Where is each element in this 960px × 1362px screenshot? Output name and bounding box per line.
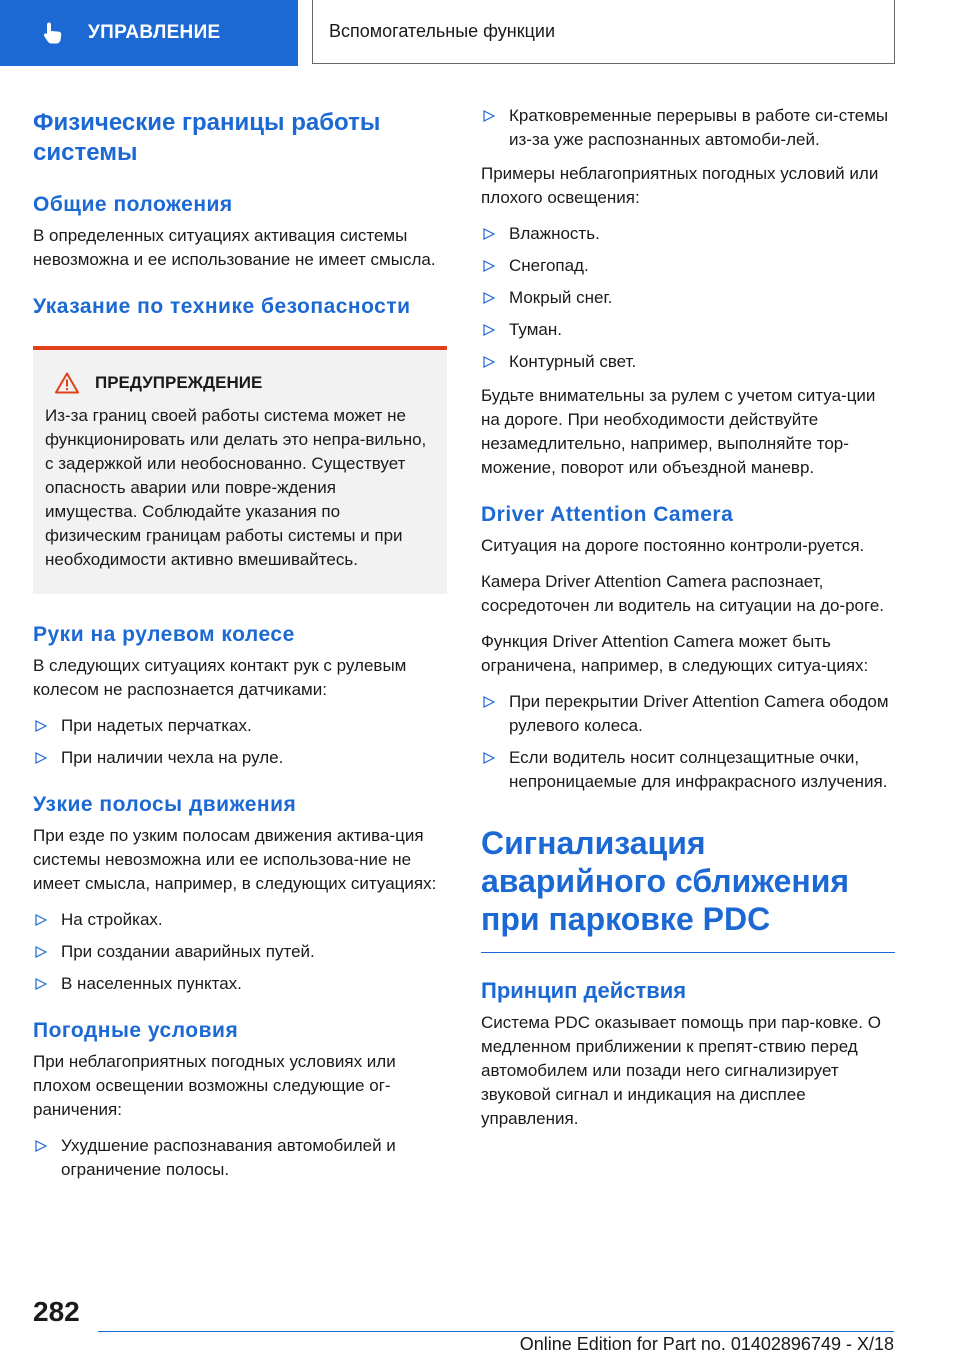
lanes-heading: Узкие полосы движения — [33, 793, 297, 816]
list-item — [481, 350, 895, 374]
hands-text: В следующих ситуациях контакт рук с рулевым колесом не распознается датчиками: — [33, 656, 407, 699]
list-triangle-icon — [35, 946, 47, 958]
general-heading: Общие положения — [33, 193, 233, 216]
left-column — [33, 100, 447, 1192]
list-item-text: На стройках. — [61, 910, 163, 929]
pointing-hand-icon — [40, 20, 66, 46]
header-section-tab — [0, 0, 298, 66]
list-item — [33, 972, 447, 996]
camera-heading: Driver Attention Camera — [481, 503, 734, 526]
list-triangle-icon — [483, 696, 495, 708]
list-item — [481, 318, 895, 342]
list-item — [33, 746, 447, 770]
list-item-text: При надетых перчатках. — [61, 716, 252, 735]
list-item-text: Мокрый снег. — [509, 288, 613, 307]
safety-heading: Указание по технике безопасности — [33, 295, 411, 318]
lanes-text: При езде по узким полосам движения актива-ция системы невозможна или ее использова-ние не имеет смысла, например, в следующих ситуациях: — [33, 826, 437, 893]
page-number: 282 — [33, 1296, 80, 1327]
camera-text-1: Ситуация на дороге постоянно контроли-руется. — [481, 536, 865, 555]
weather-text: При неблагоприятных погодных условиях или плохом освещении возможны следующие ог-раничения: — [33, 1052, 396, 1119]
list-item — [33, 714, 447, 738]
list-item-text: Туман. — [509, 320, 562, 339]
footer-divider — [98, 1331, 894, 1332]
attention-text: Будьте внимательны за рулем с учетом ситуа-ции на дороге. При необходимости действуйте незамедлительно, например, выполняйте тор-можение, поворот или объездной маневр. — [481, 386, 876, 477]
list-item-text: Если водитель носит солнцезащитные очки, непроницаемые для инфракрасного излучения. — [509, 748, 888, 791]
list-item-text: Влажность. — [509, 224, 600, 243]
list-triangle-icon — [483, 260, 495, 272]
list-triangle-icon — [483, 292, 495, 304]
section-title: УПРАВЛЕНИЕ — [88, 22, 221, 43]
weather-list-continued — [481, 104, 895, 152]
list-item-text: В населенных пунктах. — [61, 974, 242, 993]
chapter-header — [312, 0, 895, 64]
list-item — [481, 104, 895, 152]
camera-list — [481, 690, 895, 794]
list-item-text: При перекрытии Driver Attention Camera ободом рулевого колеса. — [509, 692, 889, 735]
list-item-text: При наличии чехла на руле. — [61, 748, 284, 767]
list-triangle-icon — [483, 110, 495, 122]
list-item — [481, 690, 895, 738]
list-item-text: Ухудшение распознавания автомобилей и ограничение полосы. — [61, 1136, 396, 1179]
list-item — [33, 908, 447, 932]
list-item — [481, 254, 895, 278]
pdc-heading: Сигнализация аварийного сближения при парковке PDC — [481, 825, 850, 937]
chapter-title: Вспомогательные функции — [329, 21, 556, 41]
list-triangle-icon — [483, 752, 495, 764]
main-heading: Физические границы работы системы — [33, 109, 381, 166]
list-triangle-icon — [483, 324, 495, 336]
camera-text-2: Камера Driver Attention Camera распознает, сосредоточен ли водитель на ситуации на до-роге. — [481, 572, 885, 615]
principle-heading: Принцип действия — [481, 978, 687, 1003]
weather-heading: Погодные условия — [33, 1019, 239, 1042]
warning-text: Из-за границ своей работы система может не функционировать или делать это непра-вильно, с задержкой или необоснованно. Существует опасность аварии или повре-ждения имущества. Соблюдайте указания по физическим границам работы системы и при необходимости активно вмешивайтесь. — [45, 406, 427, 569]
warning-box — [33, 346, 447, 594]
list-triangle-icon — [35, 752, 47, 764]
list-item-text: При создании аварийных путей. — [61, 942, 315, 961]
right-column — [481, 100, 895, 1143]
list-item-text: Кратковременные перерывы в работе си-стемы из-за уже распознанных автомоби-лей. — [509, 106, 889, 149]
footer-edition: Online Edition for Part no. 01402896749 - X/18 — [519, 1334, 894, 1354]
list-item-text: Контурный свет. — [509, 352, 637, 371]
list-item — [33, 1134, 447, 1182]
examples-text: Примеры неблагоприятных погодных условий или плохого освещения: — [481, 164, 879, 207]
list-item — [481, 222, 895, 246]
list-triangle-icon — [35, 720, 47, 732]
list-item — [481, 746, 895, 794]
list-item — [481, 286, 895, 310]
hands-heading: Руки на рулевом колесе — [33, 623, 295, 646]
camera-text-3: Функция Driver Attention Camera может быть ограничена, например, в следующих ситуа-циях: — [481, 632, 869, 675]
list-triangle-icon — [483, 356, 495, 368]
general-text: В определенных ситуациях активация системы невозможна и ее использование не имеет смысла. — [33, 226, 436, 269]
weather-list — [33, 1134, 447, 1182]
examples-list — [481, 222, 895, 374]
hands-list — [33, 714, 447, 770]
warning-title-row — [45, 372, 433, 394]
list-triangle-icon — [35, 978, 47, 990]
lanes-list — [33, 908, 447, 996]
list-triangle-icon — [35, 1140, 47, 1152]
principle-text: Система PDC оказывает помощь при пар-ковке. О медленном приближении к препят-ствию перед автомобилем или позади него сигнализирует звуковой сигнал и индикация на дисплее управления. — [481, 1013, 881, 1128]
warning-triangle-icon — [55, 372, 79, 394]
pdc-divider — [481, 952, 895, 953]
list-triangle-icon — [483, 228, 495, 240]
list-item-text: Снегопад. — [509, 256, 589, 275]
list-item — [33, 940, 447, 964]
warning-title: ПРЕДУПРЕЖДЕНИЕ — [95, 373, 263, 392]
list-triangle-icon — [35, 914, 47, 926]
